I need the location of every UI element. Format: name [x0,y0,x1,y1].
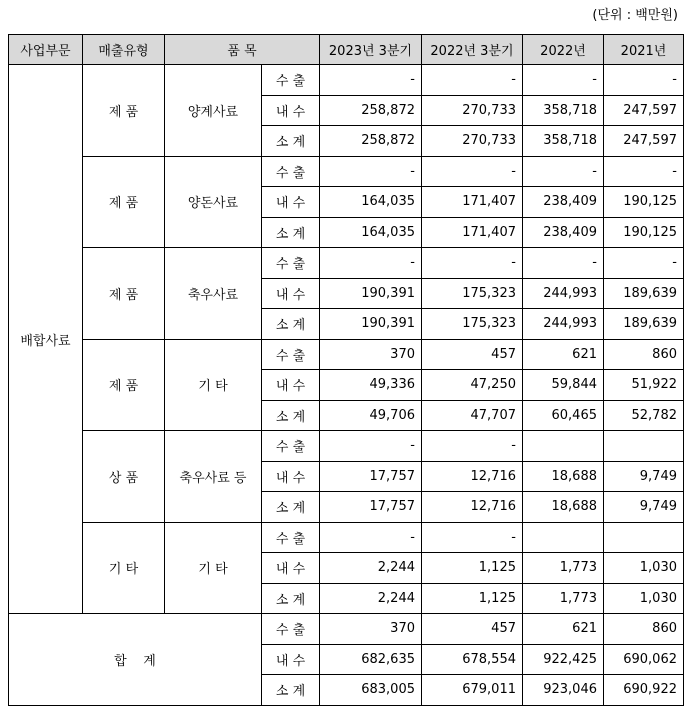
header-2022: 2022년 [523,35,604,65]
segment-cell: 배합사료 [9,65,83,614]
header-row [9,35,684,65]
total-value-cell: 690,062 [604,644,684,675]
value-cell: 47,707 [422,400,523,431]
total-value-cell: 922,425 [523,644,604,675]
value-cell: 52,782 [604,400,684,431]
value-cell: 175,323 [422,309,523,340]
subrow-label: 수 출 [262,614,320,645]
item-cell: 양계사료 [165,65,262,157]
sales-type-cell: 제 품 [83,156,165,248]
value-cell: 12,716 [422,461,523,492]
value-cell: 244,993 [523,309,604,340]
sales-type-cell: 제 품 [83,248,165,340]
subrow-label: 소 계 [262,675,320,706]
subrow-label: 소 계 [262,126,320,157]
value-cell: 17,757 [320,492,422,523]
total-value-cell: 370 [320,614,422,645]
value-cell: 190,391 [320,278,422,309]
value-cell: 49,706 [320,400,422,431]
value-cell: 164,035 [320,217,422,248]
value-cell: 2,244 [320,583,422,614]
total-value-cell: 682,635 [320,644,422,675]
value-cell: - [422,431,523,462]
value-cell: - [320,248,422,279]
value-cell: 238,409 [523,217,604,248]
subrow-label: 수 출 [262,65,320,96]
value-cell: 244,993 [523,278,604,309]
value-cell: - [422,248,523,279]
value-cell: - [523,65,604,96]
subrow-label: 내 수 [262,95,320,126]
total-value-cell: 621 [523,614,604,645]
value-cell: 9,749 [604,492,684,523]
value-cell [604,522,684,553]
value-cell: 457 [422,339,523,370]
header-item: 품 목 [165,35,320,65]
value-cell: 1,030 [604,583,684,614]
item-cell: 기 타 [165,522,262,614]
value-cell: 12,716 [422,492,523,523]
value-cell: 1,125 [422,583,523,614]
header-sales-type: 매출유형 [83,35,165,65]
value-cell: 1,030 [604,553,684,584]
header-2022q3: 2022년 3분기 [422,35,523,65]
value-cell: - [422,156,523,187]
value-cell: - [523,156,604,187]
item-cell: 양돈사료 [165,156,262,248]
unit-label: (단위 : 백만원) [592,8,678,23]
value-cell [523,522,604,553]
value-cell: 9,749 [604,461,684,492]
table-row [9,522,684,553]
sales-type-cell: 상 품 [83,431,165,523]
subrow-label: 수 출 [262,522,320,553]
value-cell: 860 [604,339,684,370]
subrow-label: 수 출 [262,431,320,462]
total-value-cell: 679,011 [422,675,523,706]
value-cell: 175,323 [422,278,523,309]
value-cell: 270,733 [422,126,523,157]
value-cell: 189,639 [604,309,684,340]
subrow-label: 소 계 [262,400,320,431]
value-cell: 370 [320,339,422,370]
table-row [9,156,684,187]
value-cell: - [320,65,422,96]
value-cell: 51,922 [604,370,684,401]
subrow-label: 내 수 [262,370,320,401]
value-cell: - [320,156,422,187]
value-cell: 258,872 [320,95,422,126]
value-cell: 1,125 [422,553,523,584]
value-cell: 247,597 [604,95,684,126]
value-cell: 189,639 [604,278,684,309]
table-row [9,65,684,96]
subrow-label: 내 수 [262,461,320,492]
value-cell: 47,250 [422,370,523,401]
total-value-cell: 860 [604,614,684,645]
total-value-cell: 678,554 [422,644,523,675]
total-value-cell: 457 [422,614,523,645]
total-value-cell: 690,922 [604,675,684,706]
total-row [9,614,684,645]
item-cell: 축우사료 [165,248,262,340]
subrow-label: 내 수 [262,187,320,218]
sales-table [8,34,684,706]
value-cell: 164,035 [320,187,422,218]
subrow-label: 소 계 [262,217,320,248]
value-cell: - [604,156,684,187]
value-cell: - [422,522,523,553]
value-cell: 247,597 [604,126,684,157]
value-cell: 190,391 [320,309,422,340]
value-cell: 17,757 [320,461,422,492]
value-cell: - [604,65,684,96]
table-row [9,431,684,462]
subrow-label: 내 수 [262,553,320,584]
subrow-label: 소 계 [262,583,320,614]
subrow-label: 내 수 [262,278,320,309]
value-cell: 358,718 [523,95,604,126]
value-cell: 18,688 [523,492,604,523]
value-cell: 18,688 [523,461,604,492]
value-cell: 258,872 [320,126,422,157]
subrow-label: 수 출 [262,156,320,187]
value-cell: 238,409 [523,187,604,218]
item-cell: 기 타 [165,339,262,431]
total-value-cell: 923,046 [523,675,604,706]
value-cell: - [320,431,422,462]
subrow-label: 내 수 [262,644,320,675]
value-cell: - [320,522,422,553]
value-cell: 190,125 [604,217,684,248]
subrow-label: 소 계 [262,492,320,523]
header-2023q3: 2023년 3분기 [320,35,422,65]
total-label: 합 계 [9,614,262,706]
value-cell [523,431,604,462]
header-2021: 2021년 [604,35,684,65]
value-cell: - [604,248,684,279]
value-cell: - [422,65,523,96]
subrow-label: 수 출 [262,248,320,279]
sales-type-cell: 제 품 [83,339,165,431]
value-cell: 1,773 [523,553,604,584]
value-cell: - [523,248,604,279]
value-cell: 358,718 [523,126,604,157]
value-cell: 621 [523,339,604,370]
value-cell: 270,733 [422,95,523,126]
sales-type-cell: 기 타 [83,522,165,614]
value-cell: 59,844 [523,370,604,401]
item-cell: 축우사료 등 [165,431,262,523]
value-cell: 60,465 [523,400,604,431]
value-cell: 171,407 [422,217,523,248]
value-cell: 1,773 [523,583,604,614]
table-row [9,248,684,279]
value-cell: 49,336 [320,370,422,401]
value-cell: 2,244 [320,553,422,584]
subrow-label: 수 출 [262,339,320,370]
subrow-label: 소 계 [262,309,320,340]
value-cell: 190,125 [604,187,684,218]
sales-type-cell: 제 품 [83,65,165,157]
value-cell: 171,407 [422,187,523,218]
header-segment: 사업부문 [9,35,83,65]
value-cell [604,431,684,462]
total-value-cell: 683,005 [320,675,422,706]
table-row [9,339,684,370]
